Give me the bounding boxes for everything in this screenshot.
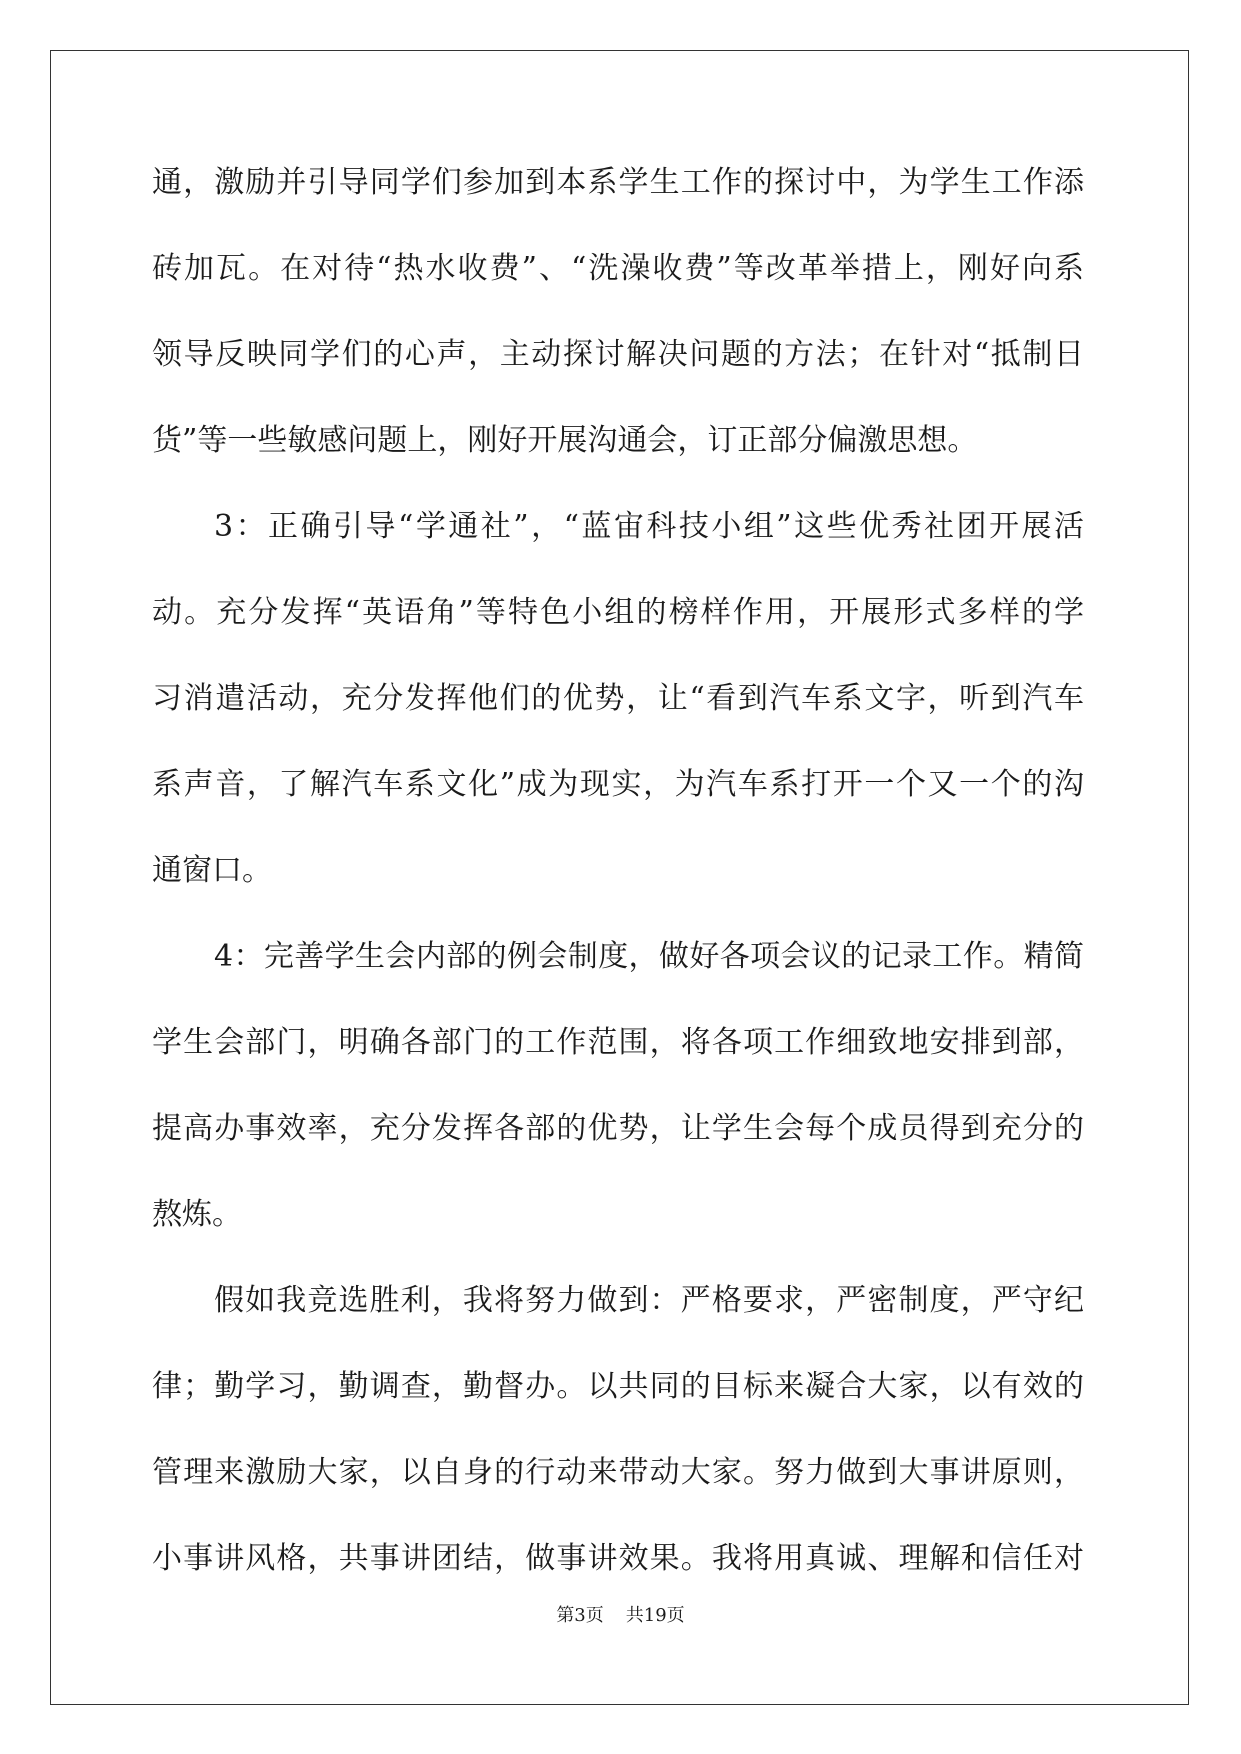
body-line: 货”等一些敏感问题上，刚好开展沟通会，订正部分偏激思想。 [152,423,978,458]
body-line: 通，激励并引导同学们参加到本系学生工作的探讨中，为学生工作添 [152,165,1084,200]
body-line: 系声音，了解汽车系文化”成为现实，为汽车系打开一个又一个的沟 [152,767,1084,802]
body-line: 管理来激励大家，以自身的行动来带动大家。努力做到大事讲原则， [152,1455,1084,1490]
document-body [152,140,1084,1602]
page-footer [0,1601,1241,1627]
body-line: 4：完善学生会内部的例会制度，做好各项会议的记录工作。精简 [214,939,1084,974]
page-total: 共19页 [625,1605,685,1626]
body-line: 通窗口。 [152,853,272,888]
body-line: 习消遣活动，充分发挥他们的优势，让“看到汽车系文字，听到汽车 [152,681,1084,716]
body-line: 领导反映同学们的心声，主动探讨解决问题的方法；在针对“抵制日 [152,337,1084,372]
body-line: 假如我竞选胜利，我将努力做到：严格要求，严密制度，严守纪 [214,1283,1084,1318]
body-line: 律；勤学习，勤调查，勤督办。以共同的目标来凝合大家，以有效的 [152,1369,1084,1404]
body-line: 3：正确引导“学通社”，“蓝宙科技小组”这些优秀社团开展活 [214,509,1084,544]
body-line: 学生会部门，明确各部门的工作范围，将各项工作细致地安排到部， [152,1025,1084,1060]
body-line: 砖加瓦。在对待“热水收费”、“洗澡收费”等改革举措上，刚好向系 [152,251,1084,286]
page-number: 第3页 [556,1605,604,1626]
body-line: 提高办事效率，充分发挥各部的优势，让学生会每个成员得到充分的 [152,1111,1084,1146]
body-line: 熬炼。 [152,1197,242,1232]
body-line: 小事讲风格，共事讲团结，做事讲效果。我将用真诚、理解和信任对 [152,1541,1084,1576]
body-line: 动。充分发挥“英语角”等特色小组的榜样作用，开展形式多样的学 [152,595,1084,630]
